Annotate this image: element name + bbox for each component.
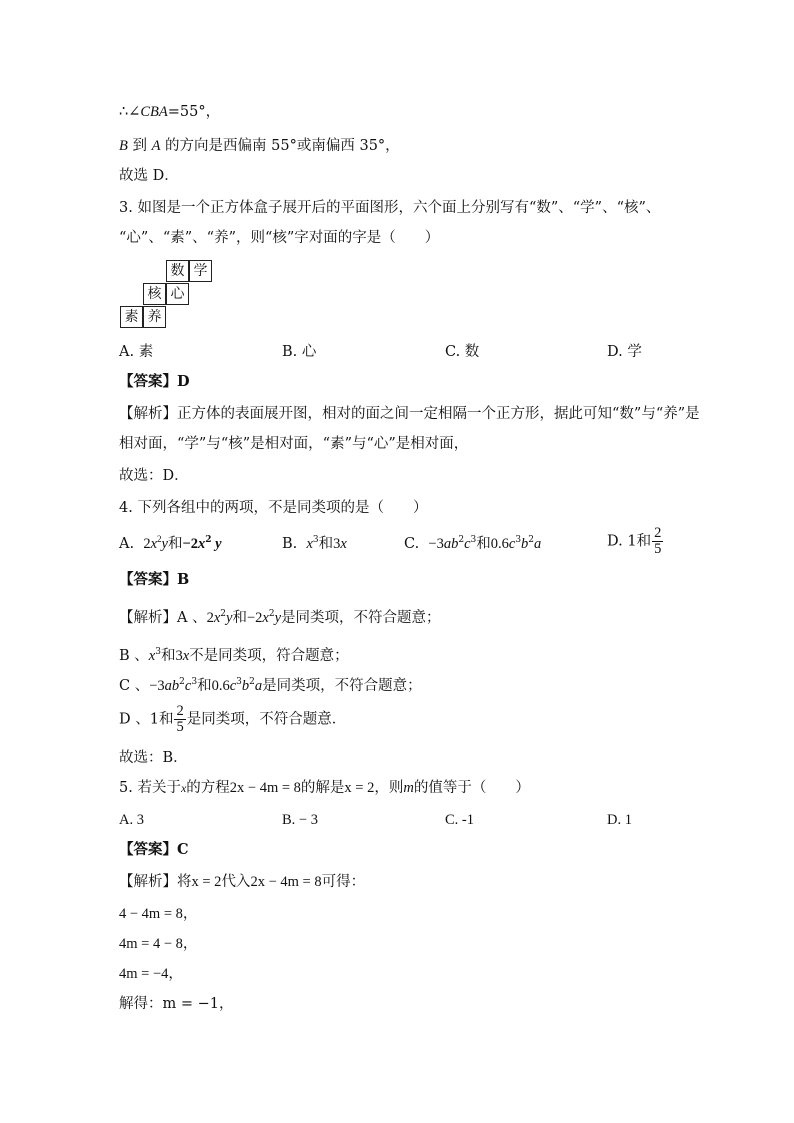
q3-option-a: A. 素 (119, 344, 154, 360)
net-cell-su: 素 (120, 306, 143, 328)
prev-line-3: 故选 D． (119, 168, 179, 184)
q5-analysis-1: 【解析】将x = 2代入2x − 4m = 8可得： (119, 874, 366, 890)
q4-option-b: B. $x^3$和3x (282, 535, 347, 552)
net-cell-shu: 数 (166, 260, 189, 282)
q5-answer: 【答案】C (119, 841, 189, 858)
fraction-two-fifths: $\frac{2}{5}$ (654, 525, 662, 557)
prev-line-2: B 到 A 的方向是西偏南 55°或南偏西 35°， (119, 138, 400, 154)
q4-analysis-b: B 、$x^3$和3x不是同类项，符合题意； (119, 647, 349, 664)
q3-analysis-1: 【解析】正方体的表面展开图，相对的面之间一定相隔一个正方形，据此可知“数”与“养”是 (119, 406, 700, 422)
q4-analysis-a: 【解析】A 、$2x^2y$和$-2x^2y$是同类项，不符合题意； (119, 609, 441, 626)
q5-step-4: 解得：m = −1， (119, 996, 234, 1012)
q3-option-c: C. 数 (445, 344, 480, 360)
prev-line-1: ∴∠CBA=55°， (119, 104, 221, 120)
q4-answer: 【答案】B (119, 571, 190, 588)
q4-option-d: D. 1和 $\frac{2}{5}$ (607, 525, 662, 557)
q3-stem-1: 3. 如图是一个正方体盒子展开后的平面图形，六个面上分别写有“数”、“学”、“核”、 (119, 200, 661, 216)
q5-stem: 5. 若关于x的方程2x − 4m = 8的解是x = 2，则m的值等于（ ） (119, 780, 530, 796)
q4-analysis-c: C 、$-3ab^2c^3$和$0.6c^3b^2a$是同类项，不符合题意； (119, 677, 422, 694)
q5-step-3: 4m = −4， (119, 966, 183, 982)
q3-analysis-2: 相对面，“学”与“核”是相对面，“素”与“心”是相对面， (119, 436, 469, 452)
q3-option-d: D. 学 (607, 344, 642, 360)
net-cell-xin: 心 (166, 283, 189, 305)
net-cell-he: 核 (143, 283, 166, 305)
net-cell-xue: 学 (189, 260, 212, 282)
q3-option-b: B. 心 (282, 344, 317, 360)
q4-option-c: C. $-3ab^2c^3$和$0.6c^3b^2a$ (404, 535, 542, 552)
q4-analysis-d: D 、1和 $\frac{2}{5}$ 是同类项，不符合题意． (119, 703, 347, 735)
q5-option-a: A. 3 (119, 812, 144, 828)
q3-answer: 【答案】D (119, 373, 190, 390)
net-cell-yang: 养 (143, 306, 166, 328)
q3-stem-2: “心”、“素”、“养”，则“核”字对面的字是（ ） (119, 230, 440, 246)
q4-conclusion: 故选：B． (119, 750, 188, 766)
q5-option-c: C. -1 (445, 812, 474, 828)
q5-step-2: 4m = 4 − 8， (119, 936, 198, 952)
q4-stem: 4. 下列各组中的两项，不是同类项的是（ ） (119, 500, 428, 516)
q5-option-d: D. 1 (607, 812, 632, 828)
q5-option-b: B. − 3 (282, 812, 318, 828)
q3-conclusion: 故选：D． (119, 468, 189, 484)
q4-option-a: A. $2x^2y$和$-2x^2$ y (119, 534, 222, 552)
q5-step-1: 4 − 4m = 8， (119, 906, 198, 922)
